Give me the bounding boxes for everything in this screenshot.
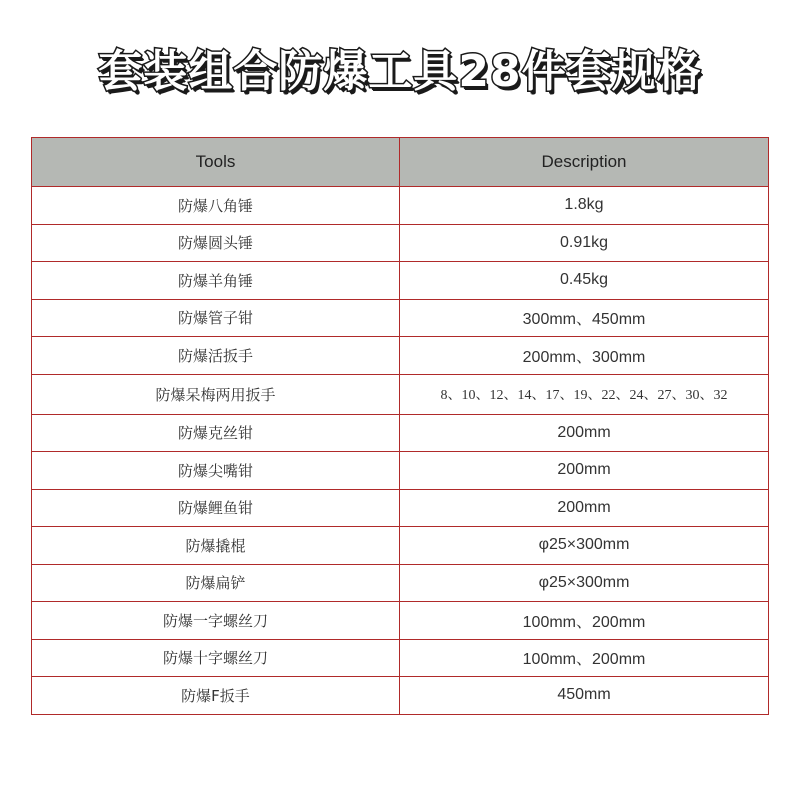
header-description: Description xyxy=(400,138,769,187)
tool-name: 防爆管子钳 xyxy=(32,299,400,337)
tool-description: 300mm、450mm xyxy=(400,299,769,337)
tool-name: 防爆鲤鱼钳 xyxy=(32,489,400,527)
tool-description: 200mm xyxy=(400,452,769,490)
table-row xyxy=(32,564,769,602)
tool-name: 防爆圆头锤 xyxy=(32,224,400,262)
spec-table xyxy=(31,137,769,715)
table-row xyxy=(32,677,769,715)
tool-description: 200mm、300mm xyxy=(400,337,769,375)
tool-description: 100mm、200mm xyxy=(400,602,769,640)
tool-name: 防爆活扳手 xyxy=(32,337,400,375)
tool-name: 防爆F扳手 xyxy=(32,677,400,715)
table-row xyxy=(32,414,769,452)
tool-description: φ25×300mm xyxy=(400,564,769,602)
tool-name: 防爆撬棍 xyxy=(32,527,400,565)
tool-name: 防爆尖嘴钳 xyxy=(32,452,400,490)
table-row xyxy=(32,602,769,640)
table-row xyxy=(32,224,769,262)
tool-name: 防爆八角锤 xyxy=(32,187,400,225)
tool-name: 防爆呆梅两用扳手 xyxy=(32,374,400,414)
tool-name: 防爆扁铲 xyxy=(32,564,400,602)
tool-description: 0.45kg xyxy=(400,262,769,300)
table-row xyxy=(32,639,769,677)
header-tools: Tools xyxy=(32,138,400,187)
tool-description: 200mm xyxy=(400,489,769,527)
tool-description: 0.91kg xyxy=(400,224,769,262)
tool-description: 1.8kg xyxy=(400,187,769,225)
tool-description: 450mm xyxy=(400,677,769,715)
tool-description: 8、10、12、14、17、19、22、24、27、30、32 xyxy=(400,374,769,414)
table-header-row xyxy=(32,138,769,187)
tool-name: 防爆十字螺丝刀 xyxy=(32,639,400,677)
tool-description: 200mm xyxy=(400,414,769,452)
page-title: 套装组合防爆工具28件套规格 xyxy=(98,46,702,97)
table-row xyxy=(32,489,769,527)
table-row xyxy=(32,299,769,337)
table-row xyxy=(32,187,769,225)
tool-name: 防爆克丝钳 xyxy=(32,414,400,452)
table-row xyxy=(32,262,769,300)
table-row xyxy=(32,374,769,414)
table-row xyxy=(32,527,769,565)
tool-description: φ25×300mm xyxy=(400,527,769,565)
table-row xyxy=(32,337,769,375)
tool-name: 防爆羊角锤 xyxy=(32,262,400,300)
tool-description: 100mm、200mm xyxy=(400,639,769,677)
table-row xyxy=(32,452,769,490)
tool-name: 防爆一字螺丝刀 xyxy=(32,602,400,640)
